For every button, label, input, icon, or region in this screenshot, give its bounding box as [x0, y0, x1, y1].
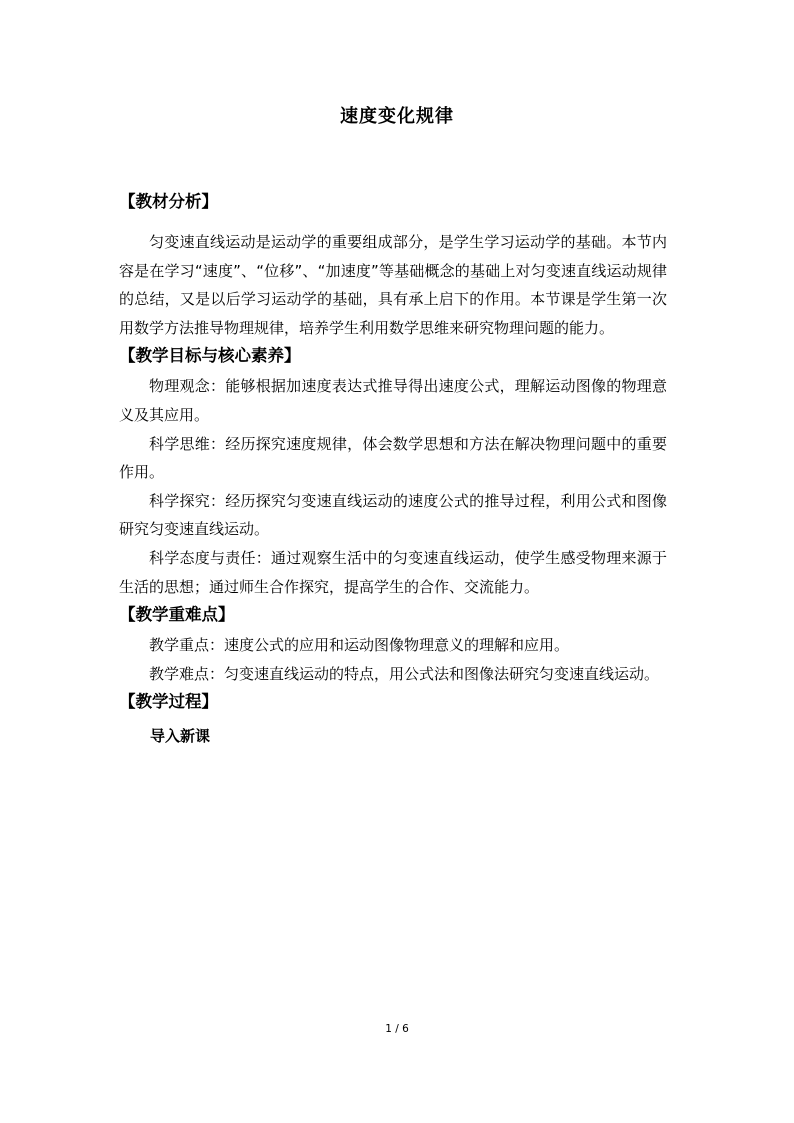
section-heading-key-difficult-points: 【教学重难点】 — [119, 605, 235, 625]
paragraph-textbook-analysis: 匀变速直线运动是运动学的重要组成部分，是学生学习运动学的基础。本节内容是在学习“速度”、“位移”、“加速度”等基础概念的基础上对匀变速直线运动规律的总结，又是以后学习运动学的基础，具有承上启下的作用。本节课是学生第一次用数学方法推导物理规律，培养学生利用数学思维来研究物理问题的能力。 — [119, 233, 667, 337]
paragraph-scientific-thinking: 科学思维：经历探究速度规律，体会数学思想和方法在解决物理问题中的重要作用。 — [119, 434, 667, 482]
section-heading-teaching-process: 【教学过程】 — [119, 692, 218, 712]
document-body — [119, 188, 667, 750]
document-title: 速度变化规律 — [340, 106, 454, 127]
paragraph-difficult-points: 教学难点：匀变速直线运动的特点，用公式法和图像法研究匀变速直线运动。 — [149, 664, 660, 683]
subheading-introduction: 导入新课 — [150, 727, 211, 746]
paragraph-key-points: 教学重点：速度公式的应用和运动图像物理意义的理解和应用。 — [149, 636, 570, 655]
section-heading-textbook-analysis: 【教材分析】 — [119, 192, 218, 211]
paragraph-scientific-inquiry: 科学探究：经历探究匀变速直线运动的速度公式的推导过程，利用公式和图像研究匀变速直线运动。 — [119, 491, 667, 539]
section-heading-teaching-objectives: 【教学目标与核心素养】 — [119, 346, 301, 366]
paragraph-physics-concept: 物理观念：能够根据加速度表达式推导得出速度公式，理解运动图像的物理意义及其应用。 — [119, 377, 667, 424]
page-number: 1 / 6 — [385, 1023, 409, 1035]
paragraph-scientific-attitude: 科学态度与责任：通过观察生活中的匀变速直线运动，使学生感受物理来源于生活的思想；通过师生合作探究，提高学生的合作、交流能力。 — [119, 548, 667, 596]
